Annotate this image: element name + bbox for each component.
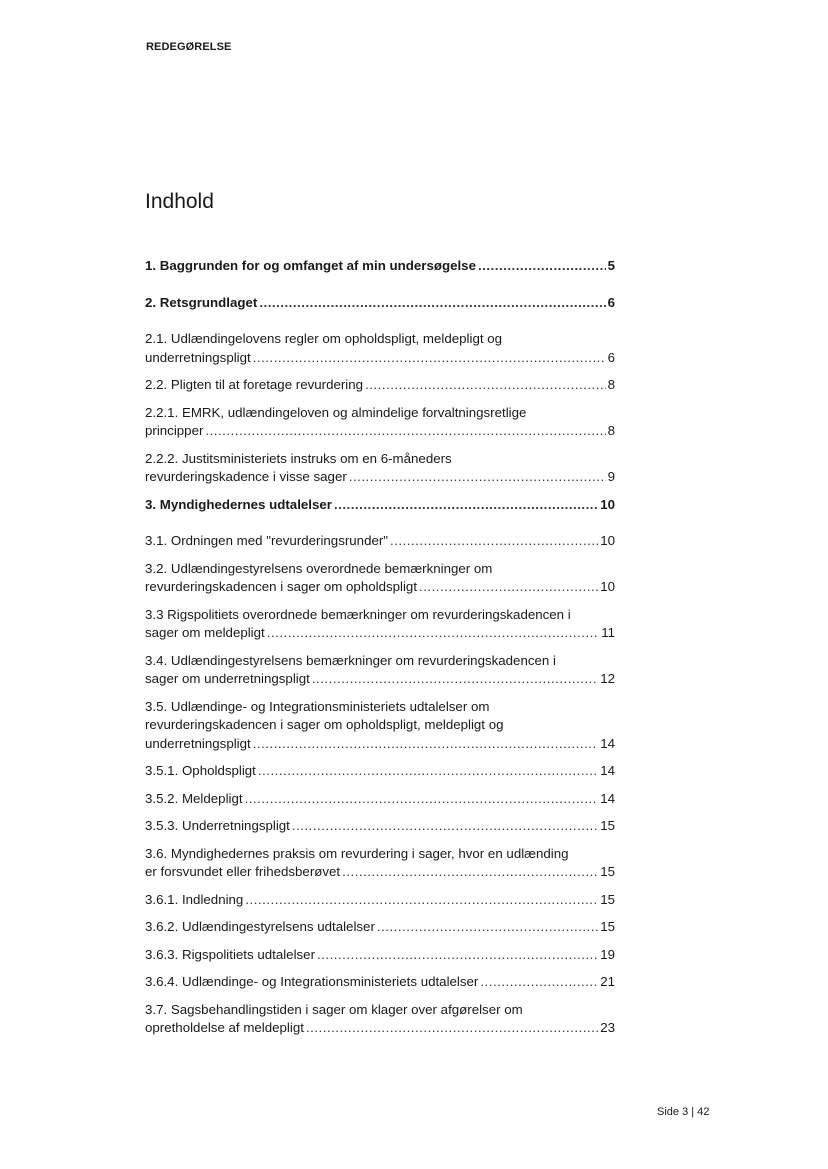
toc-entry-text: 3.1. Ordningen med "revurderingsrunder" — [145, 533, 389, 548]
toc-entry-page-number: 19 — [600, 946, 615, 962]
toc-entry[interactable] — [145, 404, 615, 441]
toc-entry[interactable] — [145, 560, 615, 597]
toc-entry[interactable] — [145, 1001, 615, 1038]
dot-leader — [478, 257, 606, 276]
toc-entry-text: 3.6.3. Rigspolitiets udtalelser — [145, 946, 315, 962]
toc-entry-page-number: 14 — [600, 735, 615, 751]
toc-entry-text: revurderingskadence i visse sager — [145, 469, 347, 484]
toc-entry-page-number: 10 — [600, 579, 615, 594]
toc-entry[interactable] — [145, 532, 615, 551]
toc-entry-text: 3.5.3. Underretningspligt — [145, 818, 290, 833]
toc-entry-text: 3.7. Sagsbehandlingstiden i sager om klager over afgørelser om — [145, 1001, 523, 1017]
toc-entry[interactable] — [145, 891, 615, 910]
toc-entry-page-number: 15 — [600, 818, 615, 833]
toc-entry-text: 2.2. Pligten til at foretage revurdering — [145, 377, 364, 392]
toc-entry-page-number: 21 — [600, 974, 615, 989]
toc-entry[interactable] — [145, 450, 615, 487]
dot-leader — [245, 790, 599, 809]
toc-entry-text: 3.2. Udlændingestyrelsens overordnede bemærkninger om — [145, 560, 493, 576]
toc-entry-page-number: 8 — [607, 377, 615, 392]
toc-entry-text: er forsvundet eller frihedsberøvet — [145, 864, 341, 879]
dot-leader — [390, 532, 598, 551]
toc-entry-text: revurderingskadencen i sager om opholdspligt, meldepligt og — [145, 717, 504, 732]
dot-leader — [342, 863, 598, 882]
toc-entry[interactable] — [145, 973, 615, 992]
toc-entry-text: 2.2.1. EMRK, udlændingeloven og almindelige forvaltningsretlige — [145, 404, 527, 420]
document-header-label: REDEGØRELSE — [146, 41, 232, 53]
toc-entry-text: 3.3 Rigspolitiets overordnede bemærkninger om revurderingskadencen i — [145, 606, 571, 622]
dot-leader — [253, 735, 598, 754]
toc-entry-text: 3.6. Myndighedernes praksis om revurdering i sager, hvor en udlænding — [145, 845, 569, 861]
dot-leader — [419, 578, 598, 597]
toc-entry[interactable] — [145, 946, 615, 965]
toc-entry-page-number: 14 — [600, 763, 615, 778]
toc-entry-page-number: 5 — [607, 258, 615, 273]
toc-entry-text: 1. Baggrunden for og omfanget af min undersøgelse — [145, 258, 476, 273]
toc-entry-page-number: 9 — [607, 469, 615, 484]
dot-leader — [377, 918, 598, 937]
toc-entry-text: sager om underretningspligt — [145, 671, 310, 686]
toc-entry-page-number: 10 — [600, 533, 615, 548]
toc-entry-text: 3.5.2. Meldepligt — [145, 790, 243, 806]
toc-entry-text: 2.1. Udlændingelovens regler om opholdspligt, meldepligt og — [145, 331, 503, 346]
table-of-contents — [145, 257, 615, 1047]
dot-leader — [258, 762, 598, 781]
toc-entry-text: underretningspligt — [145, 349, 251, 365]
dot-leader — [480, 973, 598, 992]
toc-entry-text: revurderingskadencen i sager om opholdspligt — [145, 579, 418, 594]
toc-entry-text: 3.6.2. Udlændingestyrelsens udtalelser — [145, 919, 375, 934]
toc-entry-page-number: 15 — [600, 919, 615, 934]
toc-entry-text: 3.6.1. Indledning — [145, 891, 244, 907]
toc-entry[interactable] — [145, 294, 615, 313]
toc-entry[interactable] — [145, 918, 615, 937]
toc-entry[interactable] — [145, 790, 615, 809]
toc-entry[interactable] — [145, 376, 615, 395]
toc-entry-page-number: 14 — [600, 790, 615, 806]
dot-leader — [292, 817, 598, 836]
toc-entry[interactable] — [145, 606, 615, 643]
toc-entry[interactable] — [145, 496, 615, 515]
dot-leader — [349, 468, 606, 487]
dot-leader — [317, 946, 598, 965]
toc-entry[interactable] — [145, 762, 615, 781]
toc-title: Indhold — [145, 190, 214, 213]
toc-entry[interactable] — [145, 817, 615, 836]
toc-entry-text: 3.5.1. Opholdspligt — [145, 763, 256, 778]
toc-entry-text: sager om meldepligt — [145, 625, 265, 640]
toc-entry-text: 3.4. Udlændingestyrelsens bemærkninger om revurderingskadencen i — [145, 652, 556, 668]
toc-entry[interactable] — [145, 698, 615, 754]
toc-entry[interactable] — [145, 257, 615, 276]
toc-entry-page-number: 15 — [600, 864, 615, 879]
dot-leader — [253, 349, 606, 368]
toc-entry-text: principper — [145, 423, 204, 438]
dot-leader — [259, 294, 605, 313]
dot-leader — [245, 891, 598, 910]
toc-entry[interactable] — [145, 330, 615, 367]
toc-entry-text: 3.5. Udlændinge- og Integrationsministeriets udtalelser om — [145, 698, 490, 714]
toc-entry-page-number: 23 — [600, 1020, 615, 1035]
dot-leader — [306, 1019, 598, 1038]
toc-entry-text: 3. Myndighedernes udtalelser — [145, 496, 332, 512]
toc-entry-text: opretholdelse af meldepligt — [145, 1020, 304, 1035]
toc-entry-page-number: 15 — [600, 891, 615, 907]
dot-leader — [267, 624, 599, 643]
toc-entry-page-number: 10 — [600, 496, 615, 512]
dot-leader — [365, 376, 606, 395]
dot-leader — [205, 422, 605, 441]
dot-leader — [312, 670, 598, 689]
toc-entry[interactable] — [145, 845, 615, 882]
toc-entry-text: 3.6.4. Udlændinge- og Integrationsministeriets udtalelser — [145, 974, 479, 989]
toc-entry-text: underretningspligt — [145, 735, 251, 751]
toc-entry-page-number: 12 — [600, 671, 615, 686]
toc-entry-text: 2.2.2. Justitsministeriets instruks om en 6-måneders — [145, 450, 452, 466]
toc-entry-page-number: 11 — [601, 625, 615, 640]
toc-entry[interactable] — [145, 652, 615, 689]
page-number: Side 3 | 42 — [657, 1106, 710, 1118]
toc-entry-page-number: 8 — [607, 423, 615, 438]
toc-entry-text: 2. Retsgrundlaget — [145, 294, 258, 310]
dot-leader — [334, 496, 598, 515]
toc-entry-page-number: 6 — [607, 349, 615, 365]
toc-entry-page-number: 6 — [607, 294, 615, 310]
